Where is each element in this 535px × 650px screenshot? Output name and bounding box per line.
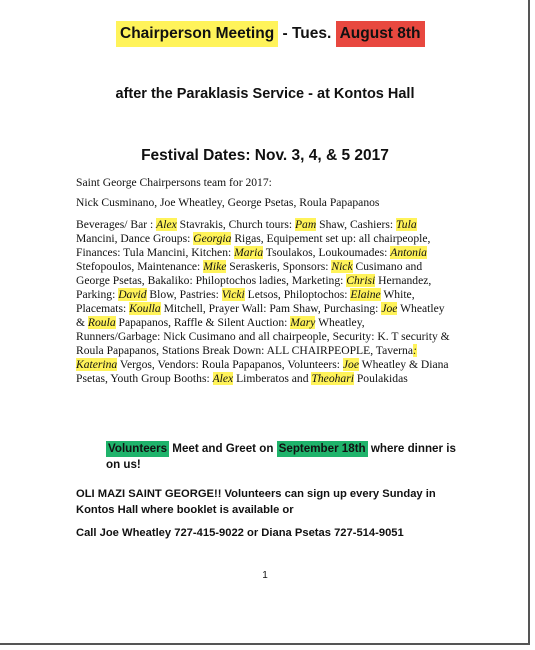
highlighted-name: Georgia — [193, 232, 232, 245]
highlighted-name: Pam — [294, 218, 317, 231]
service-subtitle: after the Paraklasis Service - at Kontos Hall — [115, 86, 415, 102]
highlighted-name: Alex — [212, 372, 234, 385]
roles-text: Wheatley & Diana Psetas, Youth Group Booths: — [76, 358, 449, 385]
roles-text: Wheatley, Runners/Garbage: Nick Cusimano and all chairpeople, Security: K. T security & Roula Papapanos, Stations Break Down: ALL CHAIRPEOPLE, Taverna — [76, 316, 450, 357]
volunteers-tail: where dinner is on us! — [106, 442, 456, 471]
highlighted-name: David — [118, 288, 147, 301]
page-number: 1 — [262, 570, 268, 581]
highlighted-name: Nick — [331, 260, 353, 273]
contact-line: Call Joe Wheatley 727-415-9022 or Diana Psetas 727-514-9051 — [76, 527, 404, 539]
highlighted-name: Maria — [234, 246, 264, 259]
roles-text: Mitchell, Prayer Wall: Pam Shaw, Purchasing: — [160, 302, 382, 315]
festival-dates: Festival Dates: Nov. 3, 4, & 5 2017 — [141, 147, 389, 164]
meeting-day: - Tues. — [278, 25, 336, 42]
roles-text: Rigas, Equipement set up: all chairpeople, Finances: Tula Mancini, Kitchen: — [76, 232, 431, 259]
team-names: Nick Cusminano, Joe Wheatley, George Psetas, Roula Papapanos — [76, 196, 380, 209]
roles-text: Limberatos and — [233, 372, 312, 385]
volunteers-date: September 18th — [278, 442, 366, 455]
highlighted-name: Roula — [87, 316, 116, 329]
highlighted-name: : Katerina — [76, 344, 417, 371]
roles-text: Tsoulakos, Loukoumades: — [263, 246, 391, 259]
highlighted-name: Chrisi — [346, 274, 376, 287]
meeting-title: Chairperson Meeting — [116, 21, 278, 47]
roles-text: Stefopoulos, Maintenance: — [76, 260, 204, 273]
highlighted-name: Koulla — [129, 302, 161, 315]
roles-text: Shaw, Cashiers: — [316, 218, 396, 231]
roles-text: Blow, Pastries: — [146, 288, 222, 301]
highlighted-name: Joe — [342, 358, 359, 371]
roles-text: Stavrakis, Church tours: — [176, 218, 295, 231]
roles-text: Mancini, Dance Groups: — [76, 232, 194, 245]
highlighted-name: Mary — [290, 316, 316, 329]
signup-note: OLI MAZI SAINT GEORGE!! Volunteers can sign up every Sunday in Kontos Hall where booklet is available or — [76, 488, 436, 516]
roles-text: Seraskeris, Sponsors: — [226, 260, 332, 273]
roles-text: White, Placemats: — [76, 288, 415, 315]
highlighted-name: Vicki — [221, 288, 245, 301]
volunteers-label: Volunteers — [108, 442, 168, 455]
roles-text: Hernandez, Parking: — [76, 274, 432, 301]
highlighted-name: Tula — [396, 218, 417, 231]
highlighted-name: Alex — [156, 218, 177, 231]
roles-text: Cusimano and George Psetas, Bakaliko: Philoptochos ladies, Marketing: — [76, 260, 423, 287]
team-heading: Saint George Chairpersons team for 2017: — [76, 176, 272, 189]
roles-text: Vergos, Vendors: Roula Papapanos, Volunteers: — [117, 358, 343, 371]
highlighted-name: Theohari — [311, 372, 354, 385]
roles-text: Papapanos, Raffle & Silent Auction: — [115, 316, 291, 329]
roles-text: Letsos, Philoptochos: — [244, 288, 351, 301]
highlighted-name: Joe — [381, 302, 398, 315]
meeting-date: August 8th — [336, 21, 425, 47]
meeting-heading — [116, 21, 425, 47]
highlighted-name: Antonia — [390, 246, 427, 259]
roles-paragraph — [76, 218, 451, 386]
roles-text: Beverages/ Bar : — [76, 218, 157, 231]
highlighted-name: Mike — [203, 260, 227, 273]
roles-text: Poulakidas — [353, 372, 408, 385]
roles-text: Wheatley & — [76, 302, 445, 329]
highlighted-name: Elaine — [350, 288, 381, 301]
volunteers-mid: Meet and Greet on — [169, 442, 277, 455]
volunteers-announcement — [106, 441, 466, 473]
